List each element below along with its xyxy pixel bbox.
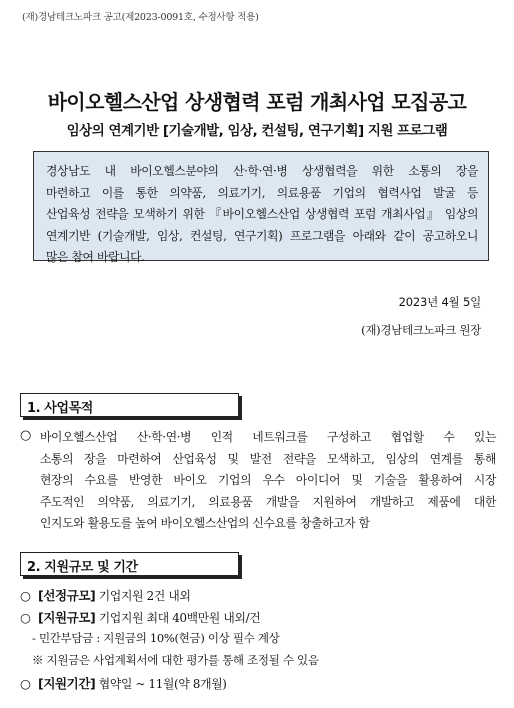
intro-line: 경상남도 내 바이오헬스분야의 산·학·연·병 상생협력을 위한 소통의 장을 xyxy=(46,164,478,178)
item-text: 기업지원 최대 40백만원 내외/건 xyxy=(95,611,261,625)
circle-bullet: ○ xyxy=(20,676,31,691)
circle-bullet: ○ xyxy=(20,610,31,625)
purpose-line: 인지도와 활용도를 높여 바이오헬스산업의 신수요를 창출하고자 함 xyxy=(40,516,370,530)
signer: (재)경남테크노파크 원장 xyxy=(361,323,481,337)
notice-number: (재)경남테크노파크 공고(제2023-0091호, 수정사항 적용) xyxy=(22,12,259,23)
intro-box xyxy=(33,151,489,264)
purpose-line: 소통의 장을 마련하여 산업육성 및 발전 전략을 모색하고, 임상의 연계를 통해 xyxy=(40,451,496,466)
purpose-paragraph xyxy=(40,427,496,535)
circle-bullet: ○ xyxy=(20,428,32,443)
item-text: 협약일 ~ 11월(약 8개월) xyxy=(95,677,227,691)
circle-bullet: ○ xyxy=(20,588,31,603)
section-heading-scale-period xyxy=(20,552,239,576)
purpose-line: 바이오헬스산업 산·학·연·병 인적 네트워크를 구성하고 협업할 수 있는 xyxy=(40,430,496,444)
intro-line: 연계기반 (기술개발, 임상, 컨설팅, 연구기획) 프로그램을 아래와 같이 공고하오니 xyxy=(46,228,478,243)
page-title: 바이오헬스산업 상생협력 포럼 개최사업 모집공고 xyxy=(47,90,467,114)
purpose-line: 주도적인 의약품, 의료기기, 의료용품 개발을 지원하여 개발하고 제품에 대한 xyxy=(40,494,496,509)
announcement-date: 2023년 4월 5일 xyxy=(398,295,481,309)
private-share-note: - 민간부담금 : 지원금의 10%(현금) 이상 필수 계상 xyxy=(32,631,280,645)
section-heading-label: 1. 사업목적 xyxy=(27,401,93,416)
item-label: [지원기간] xyxy=(38,676,96,691)
item-label: [선정규모] xyxy=(38,588,96,603)
intro-line: 마련하고 이를 통한 의약품, 의료기기, 의료용품 기업의 협력사업 발굴 등 xyxy=(46,185,478,200)
intro-line: 산업육성 전략을 모색하기 위한 『바이오헬스산업 상생협력 포럼 개최사업』 임상의 xyxy=(46,207,478,221)
page-subtitle: 임상의 연계기반 [기술개발, 임상, 컨설팅, 연구기획] 지원 프로그램 xyxy=(66,123,448,139)
section-heading-label: 2. 지원규모 및 기간 xyxy=(27,560,138,575)
section-heading-purpose xyxy=(20,393,239,417)
intro-line: 많은 참여 바랍니다. xyxy=(46,250,145,264)
item-label: [지원규모] xyxy=(38,610,96,625)
item-text: 기업지원 2건 내외 xyxy=(95,589,191,603)
support-period-item xyxy=(20,674,227,692)
purpose-line: 현장의 수요를 반영한 바이오 기업의 우수 아이디어 및 기술을 활용하여 시장 xyxy=(40,473,496,487)
adjustment-note: ※ 지원금은 사업계획서에 대한 평가를 통해 조정될 수 있음 xyxy=(32,653,319,667)
support-scale-item xyxy=(20,608,260,626)
selection-scale-item xyxy=(20,586,191,604)
